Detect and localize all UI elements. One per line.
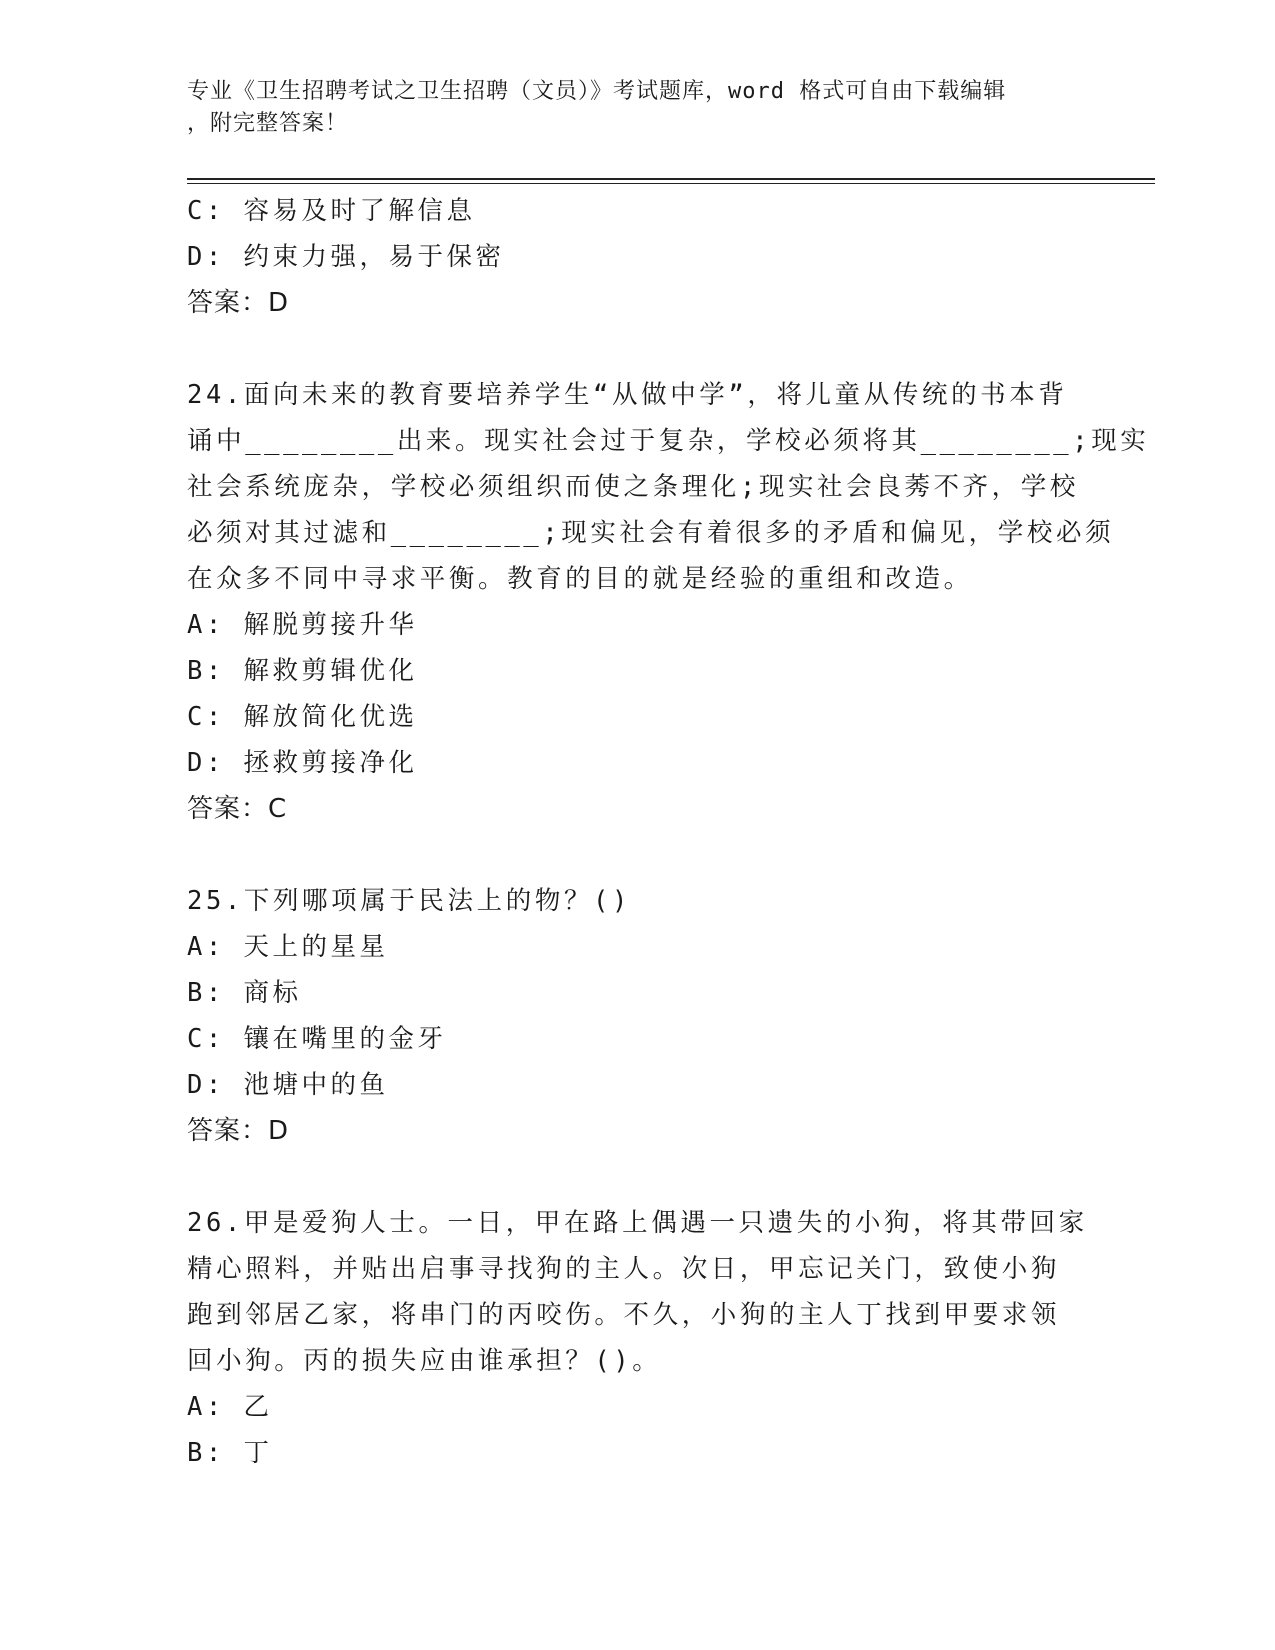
question-25 (187, 878, 1077, 1154)
option-a: A: 乙 (187, 1392, 273, 1422)
option-d: D: 拯救剪接净化 (187, 748, 418, 778)
question-24 (187, 372, 1150, 832)
stem-line: 社会系统庞杂，学校必须组织而使之条理化;现实社会良莠不齐，学校 (187, 472, 1079, 502)
header-line-1: 专业《卫生招聘考试之卫生招聘（文员）》考试题库，word 格式可自由下载编辑 (187, 79, 1007, 104)
header-divider (187, 178, 1155, 180)
option-d: D: 约束力强，易于保密 (187, 242, 505, 272)
option-c: C: 镶在嘴里的金牙 (187, 1024, 447, 1054)
stem-line: 26.甲是爱狗人士。一日，甲在路上偶遇一只遗失的小狗，将其带回家 (187, 1208, 1088, 1238)
stem-line: 诵中________出来。现实社会过于复杂，学校必须将其________;现实 (187, 426, 1150, 456)
question-23-partial (187, 188, 1077, 326)
question-26 (187, 1200, 1088, 1476)
option-b: B: 解救剪辑优化 (187, 656, 418, 686)
option-d: D: 池塘中的鱼 (187, 1070, 389, 1100)
option-b: B: 商标 (187, 978, 302, 1008)
document-header (187, 76, 1067, 140)
option-c: C: 容易及时了解信息 (187, 196, 476, 226)
answer: 答案：D (187, 288, 290, 318)
question-stem (187, 372, 1150, 602)
stem-line: 24.面向未来的教育要培养学生“从做中学”，将儿童从传统的书本背 (187, 380, 1068, 410)
answer: 答案：D (187, 1116, 290, 1146)
stem-line: 25.下列哪项属于民法上的物？() (187, 886, 631, 916)
stem-line: 必须对其过滤和________;现实社会有着很多的矛盾和偏见，学校必须 (187, 518, 1115, 548)
option-c: C: 解放简化优选 (187, 702, 418, 732)
stem-line: 回小狗。丙的损失应由谁承担？()。 (187, 1346, 662, 1376)
stem-line: 精心照料，并贴出启事寻找狗的主人。次日，甲忘记关门，致使小狗 (187, 1254, 1061, 1284)
header-line-2: ，附完整答案！ (187, 111, 349, 136)
question-stem (187, 1200, 1088, 1384)
question-stem (187, 878, 1077, 924)
header-divider-thin (187, 183, 1155, 184)
spacer (187, 326, 1077, 372)
option-b: B: 丁 (187, 1438, 273, 1468)
option-a: A: 天上的星星 (187, 932, 389, 962)
stem-line: 在众多不同中寻求平衡。教育的目的就是经验的重组和改造。 (187, 564, 973, 594)
spacer (187, 832, 1077, 878)
stem-line: 跑到邻居乙家，将串门的丙咬伤。不久，小狗的主人丁找到甲要求领 (187, 1300, 1061, 1330)
document-body (187, 188, 1150, 1476)
spacer (187, 1154, 1077, 1200)
answer: 答案：C (187, 794, 288, 824)
option-a: A: 解脱剪接升华 (187, 610, 418, 640)
